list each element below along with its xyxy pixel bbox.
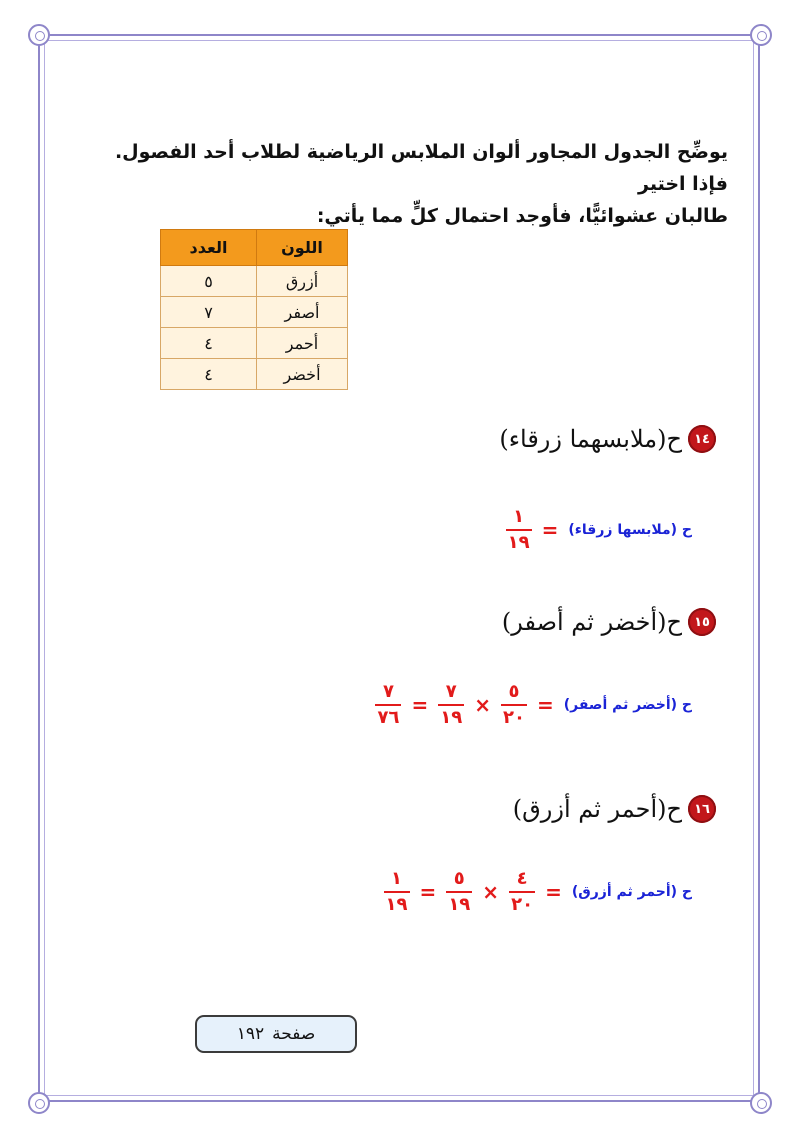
answer-16 (384, 870, 692, 914)
fraction: $\frac{٤}{٢٠}$ (509, 870, 535, 914)
cell-color: أخضر (257, 359, 348, 390)
corner-ornament-icon (750, 24, 772, 46)
page-label: صفحة (272, 1024, 316, 1044)
equals-sign: = (536, 693, 554, 717)
corner-ornament-icon (28, 24, 50, 46)
times-sign: × (482, 880, 500, 904)
cell-count: ٧ (161, 297, 257, 328)
colors-table (160, 229, 348, 390)
table-header-row (161, 230, 348, 266)
question-15 (502, 608, 716, 636)
answer-14 (506, 508, 692, 552)
answer-lhs: ح (ملابسها زرقاء) (568, 522, 692, 538)
fraction: $\frac{٥}{٢٠}$ (501, 683, 527, 727)
header-color: اللون (257, 230, 348, 266)
corner-ornament-icon (28, 1092, 50, 1114)
question-text: ح(أخضر ثم أصفر) (501, 608, 682, 636)
question-number-badge: ١٤ (688, 425, 716, 453)
table-row (161, 297, 348, 328)
cell-count: ٥ (161, 266, 257, 297)
answer-lhs: ح (أخضر ثم أصفر) (563, 697, 692, 713)
answer-lhs: ح (أحمر ثم أزرق) (571, 884, 692, 900)
question-text: ح(ملابسهما زرقاء) (499, 425, 682, 453)
cell-count: ٤ (161, 359, 257, 390)
cell-color: أحمر (257, 328, 348, 359)
question-16 (513, 795, 716, 823)
question-number-badge: ١٥ (688, 608, 716, 636)
fraction: $\frac{٧}{٧٦}$ (375, 683, 401, 727)
problem-statement (88, 136, 728, 232)
fraction: $\frac{١}{١٩}$ (506, 508, 532, 552)
table-row (161, 328, 348, 359)
answer-15 (375, 683, 692, 727)
equals-sign: = (541, 518, 559, 542)
times-sign: × (474, 693, 491, 717)
fraction: $\frac{١}{١٩}$ (384, 870, 410, 914)
question-text: ح(أحمر ثم أزرق) (512, 795, 682, 823)
page-number-box (195, 1015, 357, 1053)
equals-sign: = (545, 880, 562, 904)
page-number: ١٩٢ (236, 1024, 265, 1044)
fraction: $\frac{٥}{١٩}$ (446, 870, 472, 914)
intro-line-1: يوضِّح الجدول المجاور ألوان الملابس الرياضية لطلاب أحد الفصول. فإذا اختير (114, 141, 728, 195)
corner-ornament-icon (750, 1092, 772, 1114)
cell-color: أصفر (257, 297, 348, 328)
fraction: $\frac{٧}{١٩}$ (438, 683, 464, 727)
cell-color: أزرق (257, 266, 348, 297)
header-count: العدد (161, 230, 257, 266)
table-row (161, 266, 348, 297)
question-number-badge: ١٦ (688, 795, 716, 823)
equals-sign: = (419, 880, 437, 904)
equals-sign: = (411, 693, 429, 717)
table-row (161, 359, 348, 390)
cell-count: ٤ (161, 328, 257, 359)
intro-line-2: طالبان عشوائيًّا، فأوجد احتمال كلٍّ مما يأتي: (316, 205, 728, 227)
question-14 (499, 425, 716, 453)
